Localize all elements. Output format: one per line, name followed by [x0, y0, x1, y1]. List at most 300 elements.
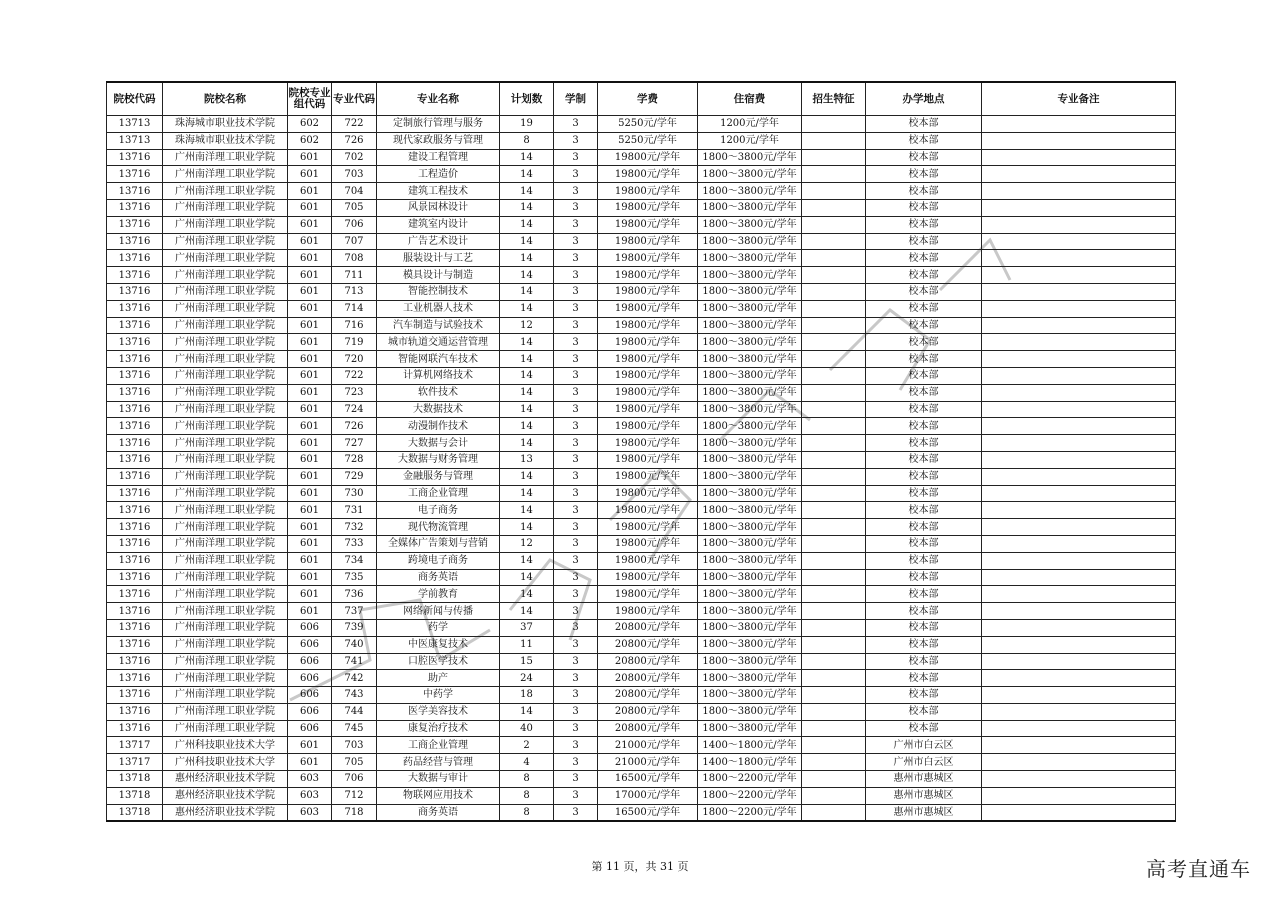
major-remark-cell [982, 619, 1176, 636]
duration-cell: 3 [554, 552, 598, 569]
school-code-cell: 13716 [107, 283, 163, 300]
column-header: 院校名称 [163, 82, 288, 116]
major-code-cell: 711 [332, 267, 377, 284]
admission-feature-cell [802, 451, 866, 468]
admission-feature-cell [802, 603, 866, 620]
plan-count-cell: 14 [500, 233, 554, 250]
table-row [107, 653, 1176, 670]
accommodation-fee-cell: 1800～3800元/学年 [698, 334, 802, 351]
major-remark-cell [982, 787, 1176, 804]
group-code-cell: 606 [288, 653, 332, 670]
major-remark-cell [982, 317, 1176, 334]
tuition-cell: 21000元/学年 [598, 754, 698, 771]
group-code-cell: 601 [288, 737, 332, 754]
group-code-cell: 601 [288, 367, 332, 384]
group-code-cell: 601 [288, 485, 332, 502]
accommodation-fee-cell: 1400～1800元/学年 [698, 737, 802, 754]
school-code-cell: 13716 [107, 401, 163, 418]
duration-cell: 3 [554, 216, 598, 233]
major-remark-cell [982, 804, 1176, 821]
admission-feature-cell [802, 787, 866, 804]
column-header: 住宿费 [698, 82, 802, 116]
major-name-cell: 风景园林设计 [377, 199, 500, 216]
major-name-cell: 中药学 [377, 687, 500, 704]
major-name-cell: 工商企业管理 [377, 737, 500, 754]
plan-count-cell: 14 [500, 216, 554, 233]
duration-cell: 3 [554, 132, 598, 149]
major-remark-cell [982, 636, 1176, 653]
table-row [107, 334, 1176, 351]
major-name-cell: 商务英语 [377, 569, 500, 586]
school-code-cell: 13716 [107, 485, 163, 502]
major-name-cell: 智能网联汽车技术 [377, 351, 500, 368]
duration-cell: 3 [554, 351, 598, 368]
campus-location-cell: 校本部 [866, 670, 982, 687]
plan-count-cell: 37 [500, 619, 554, 636]
major-code-cell: 722 [332, 116, 377, 133]
table-row [107, 283, 1176, 300]
plan-count-cell: 14 [500, 283, 554, 300]
group-code-cell: 601 [288, 250, 332, 267]
accommodation-fee-cell: 1800～3800元/学年 [698, 401, 802, 418]
group-code-cell: 606 [288, 720, 332, 737]
major-name-cell: 广告艺术设计 [377, 233, 500, 250]
admission-feature-cell [802, 720, 866, 737]
school-code-cell: 13716 [107, 670, 163, 687]
major-remark-cell [982, 586, 1176, 603]
table-row [107, 670, 1176, 687]
school-code-cell: 13717 [107, 737, 163, 754]
campus-location-cell: 校本部 [866, 720, 982, 737]
major-code-cell: 713 [332, 283, 377, 300]
tuition-cell: 19800元/学年 [598, 233, 698, 250]
table-row [107, 233, 1176, 250]
table-row [107, 552, 1176, 569]
school-code-cell: 13716 [107, 199, 163, 216]
campus-location-cell: 校本部 [866, 519, 982, 536]
group-code-cell: 601 [288, 199, 332, 216]
plan-count-cell: 14 [500, 603, 554, 620]
major-code-cell: 726 [332, 418, 377, 435]
school-code-cell: 13713 [107, 132, 163, 149]
accommodation-fee-cell: 1800～3800元/学年 [698, 636, 802, 653]
table-row [107, 132, 1176, 149]
major-code-cell: 720 [332, 351, 377, 368]
accommodation-fee-cell: 1800～3800元/学年 [698, 502, 802, 519]
accommodation-fee-cell: 1800～3800元/学年 [698, 519, 802, 536]
group-code-cell: 601 [288, 519, 332, 536]
major-remark-cell [982, 569, 1176, 586]
major-code-cell: 708 [332, 250, 377, 267]
group-code-cell: 601 [288, 149, 332, 166]
tuition-cell: 19800元/学年 [598, 367, 698, 384]
accommodation-fee-cell: 1800～3800元/学年 [698, 619, 802, 636]
school-code-cell: 13716 [107, 552, 163, 569]
school-name-cell: 惠州经济职业技术学院 [163, 787, 288, 804]
major-name-cell: 康复治疗技术 [377, 720, 500, 737]
major-code-cell: 731 [332, 502, 377, 519]
major-remark-cell [982, 267, 1176, 284]
accommodation-fee-cell: 1800～3800元/学年 [698, 603, 802, 620]
major-remark-cell [982, 334, 1176, 351]
major-code-cell: 728 [332, 451, 377, 468]
duration-cell: 3 [554, 435, 598, 452]
tuition-cell: 16500元/学年 [598, 771, 698, 788]
campus-location-cell: 校本部 [866, 401, 982, 418]
plan-count-cell: 14 [500, 250, 554, 267]
group-code-cell: 606 [288, 703, 332, 720]
table-row [107, 401, 1176, 418]
tuition-cell: 17000元/学年 [598, 787, 698, 804]
major-name-cell: 计算机网络技术 [377, 367, 500, 384]
group-code-cell: 601 [288, 401, 332, 418]
school-code-cell: 13713 [107, 116, 163, 133]
admission-feature-cell [802, 132, 866, 149]
campus-location-cell: 校本部 [866, 603, 982, 620]
header-row [107, 82, 1176, 116]
duration-cell: 3 [554, 636, 598, 653]
school-name-cell: 广州南洋理工职业学院 [163, 384, 288, 401]
major-code-cell: 723 [332, 384, 377, 401]
duration-cell: 3 [554, 317, 598, 334]
major-name-cell: 助产 [377, 670, 500, 687]
tuition-cell: 19800元/学年 [598, 183, 698, 200]
duration-cell: 3 [554, 485, 598, 502]
school-name-cell: 广州南洋理工职业学院 [163, 367, 288, 384]
duration-cell: 3 [554, 670, 598, 687]
school-name-cell: 广州科技职业技术大学 [163, 754, 288, 771]
school-code-cell: 13716 [107, 149, 163, 166]
major-remark-cell [982, 435, 1176, 452]
major-code-cell: 718 [332, 804, 377, 821]
school-code-cell: 13716 [107, 586, 163, 603]
table-row [107, 754, 1176, 771]
school-name-cell: 惠州经济职业技术学院 [163, 804, 288, 821]
major-remark-cell [982, 535, 1176, 552]
tuition-cell: 19800元/学年 [598, 267, 698, 284]
tuition-cell: 19800元/学年 [598, 451, 698, 468]
major-name-cell: 工业机器人技术 [377, 300, 500, 317]
tuition-cell: 19800元/学年 [598, 418, 698, 435]
group-code-cell: 603 [288, 804, 332, 821]
plan-count-cell: 2 [500, 737, 554, 754]
column-header: 专业备注 [982, 82, 1176, 116]
major-code-cell: 702 [332, 149, 377, 166]
tuition-cell: 19800元/学年 [598, 569, 698, 586]
major-code-cell: 739 [332, 619, 377, 636]
school-code-cell: 13716 [107, 687, 163, 704]
duration-cell: 3 [554, 502, 598, 519]
admission-feature-cell [802, 166, 866, 183]
tuition-cell: 19800元/学年 [598, 283, 698, 300]
major-remark-cell [982, 502, 1176, 519]
major-remark-cell [982, 468, 1176, 485]
accommodation-fee-cell: 1800～2200元/学年 [698, 771, 802, 788]
major-remark-cell [982, 116, 1176, 133]
accommodation-fee-cell: 1200元/学年 [698, 132, 802, 149]
accommodation-fee-cell: 1800～3800元/学年 [698, 199, 802, 216]
major-name-cell: 中医康复技术 [377, 636, 500, 653]
group-code-cell: 601 [288, 183, 332, 200]
campus-location-cell: 校本部 [866, 149, 982, 166]
group-code-cell: 601 [288, 384, 332, 401]
campus-location-cell: 校本部 [866, 703, 982, 720]
campus-location-cell: 惠州市惠城区 [866, 804, 982, 821]
tuition-cell: 19800元/学年 [598, 317, 698, 334]
major-remark-cell [982, 418, 1176, 435]
plan-count-cell: 14 [500, 367, 554, 384]
major-remark-cell [982, 603, 1176, 620]
major-code-cell: 706 [332, 771, 377, 788]
major-name-cell: 模具设计与制造 [377, 267, 500, 284]
column-header: 招生特征 [802, 82, 866, 116]
major-code-cell: 734 [332, 552, 377, 569]
major-remark-cell [982, 720, 1176, 737]
group-code-cell: 601 [288, 351, 332, 368]
table-row [107, 435, 1176, 452]
major-remark-cell [982, 552, 1176, 569]
school-name-cell: 广州南洋理工职业学院 [163, 334, 288, 351]
plan-count-cell: 18 [500, 687, 554, 704]
table-row [107, 267, 1176, 284]
major-remark-cell [982, 283, 1176, 300]
duration-cell: 3 [554, 653, 598, 670]
school-code-cell: 13716 [107, 435, 163, 452]
accommodation-fee-cell: 1800～3800元/学年 [698, 317, 802, 334]
tuition-cell: 19800元/学年 [598, 199, 698, 216]
plan-count-cell: 8 [500, 787, 554, 804]
tuition-cell: 19800元/学年 [598, 351, 698, 368]
campus-location-cell: 校本部 [866, 569, 982, 586]
school-code-cell: 13716 [107, 569, 163, 586]
tuition-cell: 5250元/学年 [598, 132, 698, 149]
major-name-cell: 现代家政服务与管理 [377, 132, 500, 149]
campus-location-cell: 惠州市惠城区 [866, 771, 982, 788]
school-name-cell: 广州南洋理工职业学院 [163, 199, 288, 216]
duration-cell: 3 [554, 771, 598, 788]
tuition-cell: 19800元/学年 [598, 149, 698, 166]
school-name-cell: 广州南洋理工职业学院 [163, 149, 288, 166]
major-name-cell: 工商企业管理 [377, 485, 500, 502]
major-code-cell: 722 [332, 367, 377, 384]
school-name-cell: 广州南洋理工职业学院 [163, 401, 288, 418]
admission-feature-cell [802, 636, 866, 653]
campus-location-cell: 校本部 [866, 216, 982, 233]
plan-count-cell: 15 [500, 653, 554, 670]
duration-cell: 3 [554, 149, 598, 166]
tuition-cell: 19800元/学年 [598, 468, 698, 485]
table-row [107, 636, 1176, 653]
major-code-cell: 716 [332, 317, 377, 334]
plan-count-cell: 12 [500, 535, 554, 552]
admission-feature-cell [802, 535, 866, 552]
admission-feature-cell [802, 250, 866, 267]
major-code-cell: 726 [332, 132, 377, 149]
plan-count-cell: 14 [500, 418, 554, 435]
duration-cell: 3 [554, 116, 598, 133]
accommodation-fee-cell: 1800～3800元/学年 [698, 670, 802, 687]
column-header: 学费 [598, 82, 698, 116]
column-header: 专业名称 [377, 82, 500, 116]
plan-count-cell: 14 [500, 519, 554, 536]
group-code-cell: 603 [288, 771, 332, 788]
group-code-cell: 601 [288, 317, 332, 334]
school-code-cell: 13716 [107, 233, 163, 250]
plan-count-cell: 14 [500, 401, 554, 418]
table-row [107, 619, 1176, 636]
duration-cell: 3 [554, 754, 598, 771]
table-row [107, 569, 1176, 586]
duration-cell: 3 [554, 586, 598, 603]
major-remark-cell [982, 703, 1176, 720]
accommodation-fee-cell: 1800～3800元/学年 [698, 166, 802, 183]
school-name-cell: 广州南洋理工职业学院 [163, 435, 288, 452]
accommodation-fee-cell: 1800～3800元/学年 [698, 485, 802, 502]
group-code-cell: 601 [288, 233, 332, 250]
major-code-cell: 704 [332, 183, 377, 200]
school-name-cell: 珠海城市职业技术学院 [163, 132, 288, 149]
column-header: 院校专业组代码 [288, 82, 332, 116]
school-name-cell: 广州南洋理工职业学院 [163, 451, 288, 468]
school-code-cell: 13716 [107, 619, 163, 636]
major-remark-cell [982, 233, 1176, 250]
table-row [107, 787, 1176, 804]
campus-location-cell: 校本部 [866, 687, 982, 704]
group-code-cell: 601 [288, 552, 332, 569]
major-name-cell: 网络新闻与传播 [377, 603, 500, 620]
major-remark-cell [982, 485, 1176, 502]
major-name-cell: 大数据与会计 [377, 435, 500, 452]
campus-location-cell: 校本部 [866, 653, 982, 670]
major-name-cell: 金融服务与管理 [377, 468, 500, 485]
school-name-cell: 广州南洋理工职业学院 [163, 569, 288, 586]
table-body [107, 116, 1176, 822]
plan-count-cell: 14 [500, 502, 554, 519]
accommodation-fee-cell: 1800～3800元/学年 [698, 418, 802, 435]
accommodation-fee-cell: 1800～2200元/学年 [698, 787, 802, 804]
duration-cell: 3 [554, 384, 598, 401]
campus-location-cell: 校本部 [866, 233, 982, 250]
column-header: 院校代码 [107, 82, 163, 116]
accommodation-fee-cell: 1800～3800元/学年 [698, 216, 802, 233]
plan-count-cell: 14 [500, 166, 554, 183]
major-code-cell: 737 [332, 603, 377, 620]
accommodation-fee-cell: 1800～3800元/学年 [698, 384, 802, 401]
group-code-cell: 602 [288, 116, 332, 133]
school-name-cell: 广州科技职业技术大学 [163, 737, 288, 754]
school-code-cell: 13716 [107, 703, 163, 720]
duration-cell: 3 [554, 687, 598, 704]
major-code-cell: 719 [332, 334, 377, 351]
major-remark-cell [982, 737, 1176, 754]
major-code-cell: 743 [332, 687, 377, 704]
school-name-cell: 广州南洋理工职业学院 [163, 216, 288, 233]
major-name-cell: 学前教育 [377, 586, 500, 603]
admission-feature-cell [802, 771, 866, 788]
admission-feature-cell [802, 519, 866, 536]
accommodation-fee-cell: 1800～3800元/学年 [698, 586, 802, 603]
major-remark-cell [982, 300, 1176, 317]
school-name-cell: 广州南洋理工职业学院 [163, 468, 288, 485]
accommodation-fee-cell: 1800～3800元/学年 [698, 435, 802, 452]
major-name-cell: 动漫制作技术 [377, 418, 500, 435]
table-row [107, 703, 1176, 720]
school-code-cell: 13716 [107, 216, 163, 233]
table-row [107, 149, 1176, 166]
duration-cell: 3 [554, 418, 598, 435]
table-header [107, 82, 1176, 116]
group-code-cell: 601 [288, 586, 332, 603]
campus-location-cell: 校本部 [866, 636, 982, 653]
school-name-cell: 广州南洋理工职业学院 [163, 552, 288, 569]
school-name-cell: 广州南洋理工职业学院 [163, 317, 288, 334]
school-name-cell: 广州南洋理工职业学院 [163, 233, 288, 250]
tuition-cell: 19800元/学年 [598, 502, 698, 519]
tuition-cell: 19800元/学年 [598, 166, 698, 183]
campus-location-cell: 校本部 [866, 166, 982, 183]
table-row [107, 603, 1176, 620]
plan-count-cell: 14 [500, 300, 554, 317]
major-name-cell: 大数据与财务管理 [377, 451, 500, 468]
school-name-cell: 广州南洋理工职业学院 [163, 703, 288, 720]
admission-plan-table [106, 81, 1176, 822]
campus-location-cell: 校本部 [866, 183, 982, 200]
school-code-cell: 13716 [107, 451, 163, 468]
duration-cell: 3 [554, 519, 598, 536]
table-row [107, 519, 1176, 536]
group-code-cell: 601 [288, 502, 332, 519]
major-name-cell: 电子商务 [377, 502, 500, 519]
major-code-cell: 707 [332, 233, 377, 250]
campus-location-cell: 校本部 [866, 351, 982, 368]
major-code-cell: 712 [332, 787, 377, 804]
duration-cell: 3 [554, 334, 598, 351]
group-code-cell: 601 [288, 216, 332, 233]
tuition-cell: 19800元/学年 [598, 485, 698, 502]
major-code-cell: 735 [332, 569, 377, 586]
tuition-cell: 19800元/学年 [598, 300, 698, 317]
tuition-cell: 19800元/学年 [598, 216, 698, 233]
school-code-cell: 13716 [107, 502, 163, 519]
admission-feature-cell [802, 670, 866, 687]
admission-feature-cell [802, 804, 866, 821]
school-name-cell: 广州南洋理工职业学院 [163, 300, 288, 317]
school-name-cell: 广州南洋理工职业学院 [163, 351, 288, 368]
major-remark-cell [982, 132, 1176, 149]
admission-feature-cell [802, 485, 866, 502]
admission-feature-cell [802, 351, 866, 368]
accommodation-fee-cell: 1800～3800元/学年 [698, 300, 802, 317]
campus-location-cell: 校本部 [866, 502, 982, 519]
major-name-cell: 智能控制技术 [377, 283, 500, 300]
tuition-cell: 20800元/学年 [598, 670, 698, 687]
accommodation-fee-cell: 1800～3800元/学年 [698, 351, 802, 368]
duration-cell: 3 [554, 367, 598, 384]
duration-cell: 3 [554, 267, 598, 284]
admission-feature-cell [802, 435, 866, 452]
duration-cell: 3 [554, 250, 598, 267]
table-row [107, 418, 1176, 435]
admission-feature-cell [802, 754, 866, 771]
group-code-cell: 601 [288, 435, 332, 452]
major-code-cell: 741 [332, 653, 377, 670]
major-code-cell: 706 [332, 216, 377, 233]
tuition-cell: 19800元/学年 [598, 535, 698, 552]
major-remark-cell [982, 384, 1176, 401]
major-code-cell: 742 [332, 670, 377, 687]
plan-count-cell: 8 [500, 771, 554, 788]
group-code-cell: 601 [288, 603, 332, 620]
